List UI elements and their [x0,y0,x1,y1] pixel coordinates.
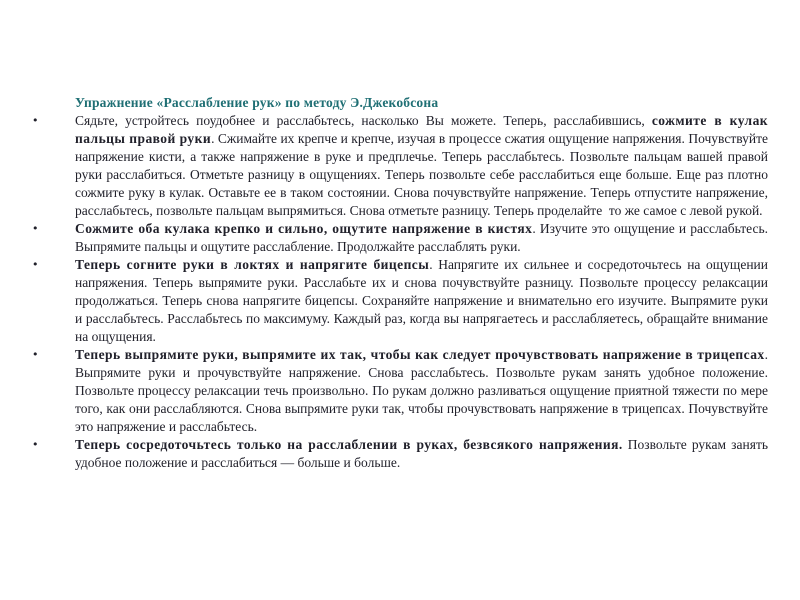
slide-title: Упражнение «Расслабление рук» по методу Э.Джекобсона [75,95,439,110]
bold-run: Теперь сосредоточьтесь только на расслаблении в руках, безвсякого напряжения. [75,437,623,452]
bullet-list [28,112,772,472]
bullet-text [75,112,772,220]
text-run: Позвольте рукам занять удобное положение и расслабиться — больше и больше. [75,437,772,470]
bold-run: Теперь согните руки в локтях и напрягите бицепсы [75,257,430,272]
bullet-text [75,220,772,256]
bold-run: Теперь выпрямите руки, выпрямите их так, чтобы как следует прочувствовать напряжение в трицепсах [75,347,765,362]
text-run: . Напрягите их сильнее и сосредоточьтесь на ощущении напряжения. Теперь выпрямите руки. Расслабьте их и снова почувствуйте разницу. Позвольте процессу релаксации продолжаться. Теперь снова напрягите бицепсы. Сохраняйте напряжение и внимательно его изучите. Выпрямите руки и расслабьтесь. Расслабьтесь по максимуму. Каждый раз, когда вы напрягаетесь и расслабляетесь, обращайте внимание на ощущения. [75,257,772,344]
bullet-icon: • [32,438,39,451]
bullet-text [75,346,772,436]
bullet-text [75,436,772,472]
text-run: . Выпрямите руки и прочувствуйте напряжение. Снова расслабьтесь. Позвольте рукам занять удобное положение. Позвольте процессу релаксации течь произвольно. По рукам должно разливаться ощущение приятной тяжести по мере того, как они расслабляются. Снова выпрямите руки так, чтобы прочувствовать напряжение в трицепсах. Почувствуйте это напряжение и расслабьтесь. [75,347,772,434]
text-run: . Сжимайте их крепче и крепче, изучая в процессе сжатия ощущение напряжения. Почувствуйте напряжение кисти, а также напряжение в руке и предплечье. Теперь расслабьтесь. Позвольте пальцам вашей правой руки расслабиться. Отметьте разницу в ощущениях. Теперь позвольте себе расслабиться еще больше. Еще раз плотно сожмите руку в кулак. Оставьте ее в таком состоянии. Снова почувствуйте напряжение. Теперь отпустите напряжение, расслабьтесь, позвольте пальцам выпрямиться. Снова отметьте разницу. Теперь проделайте то же самое с левой рукой. [75,131,772,218]
text-run: . Изучите это ощущение и расслабьтесь. Выпрямите пальцы и ощутите расслабление. Продолжайте расслаблять руки. [75,221,772,254]
bullet-icon: • [32,114,39,127]
bullet-item [28,112,772,220]
bullet-item [28,346,772,436]
bullet-icon: • [32,348,39,361]
text-run: Сядьте, устройтесь поудобнее и расслабьтесь, насколько Вы можете. Теперь, расслабившись, [75,113,652,128]
bold-run: сожмите в кулак пальцы правой руки [75,113,772,146]
bullet-item [28,256,772,346]
bold-run: Сожмите оба кулака крепко и сильно, ощутите напряжение в кистях [75,221,533,236]
bullet-item [28,220,772,256]
bullet-text [75,256,772,346]
bullet-icon: • [32,258,39,271]
slide-content [28,94,772,472]
bullet-item [28,436,772,472]
bullet-icon: • [32,222,39,235]
